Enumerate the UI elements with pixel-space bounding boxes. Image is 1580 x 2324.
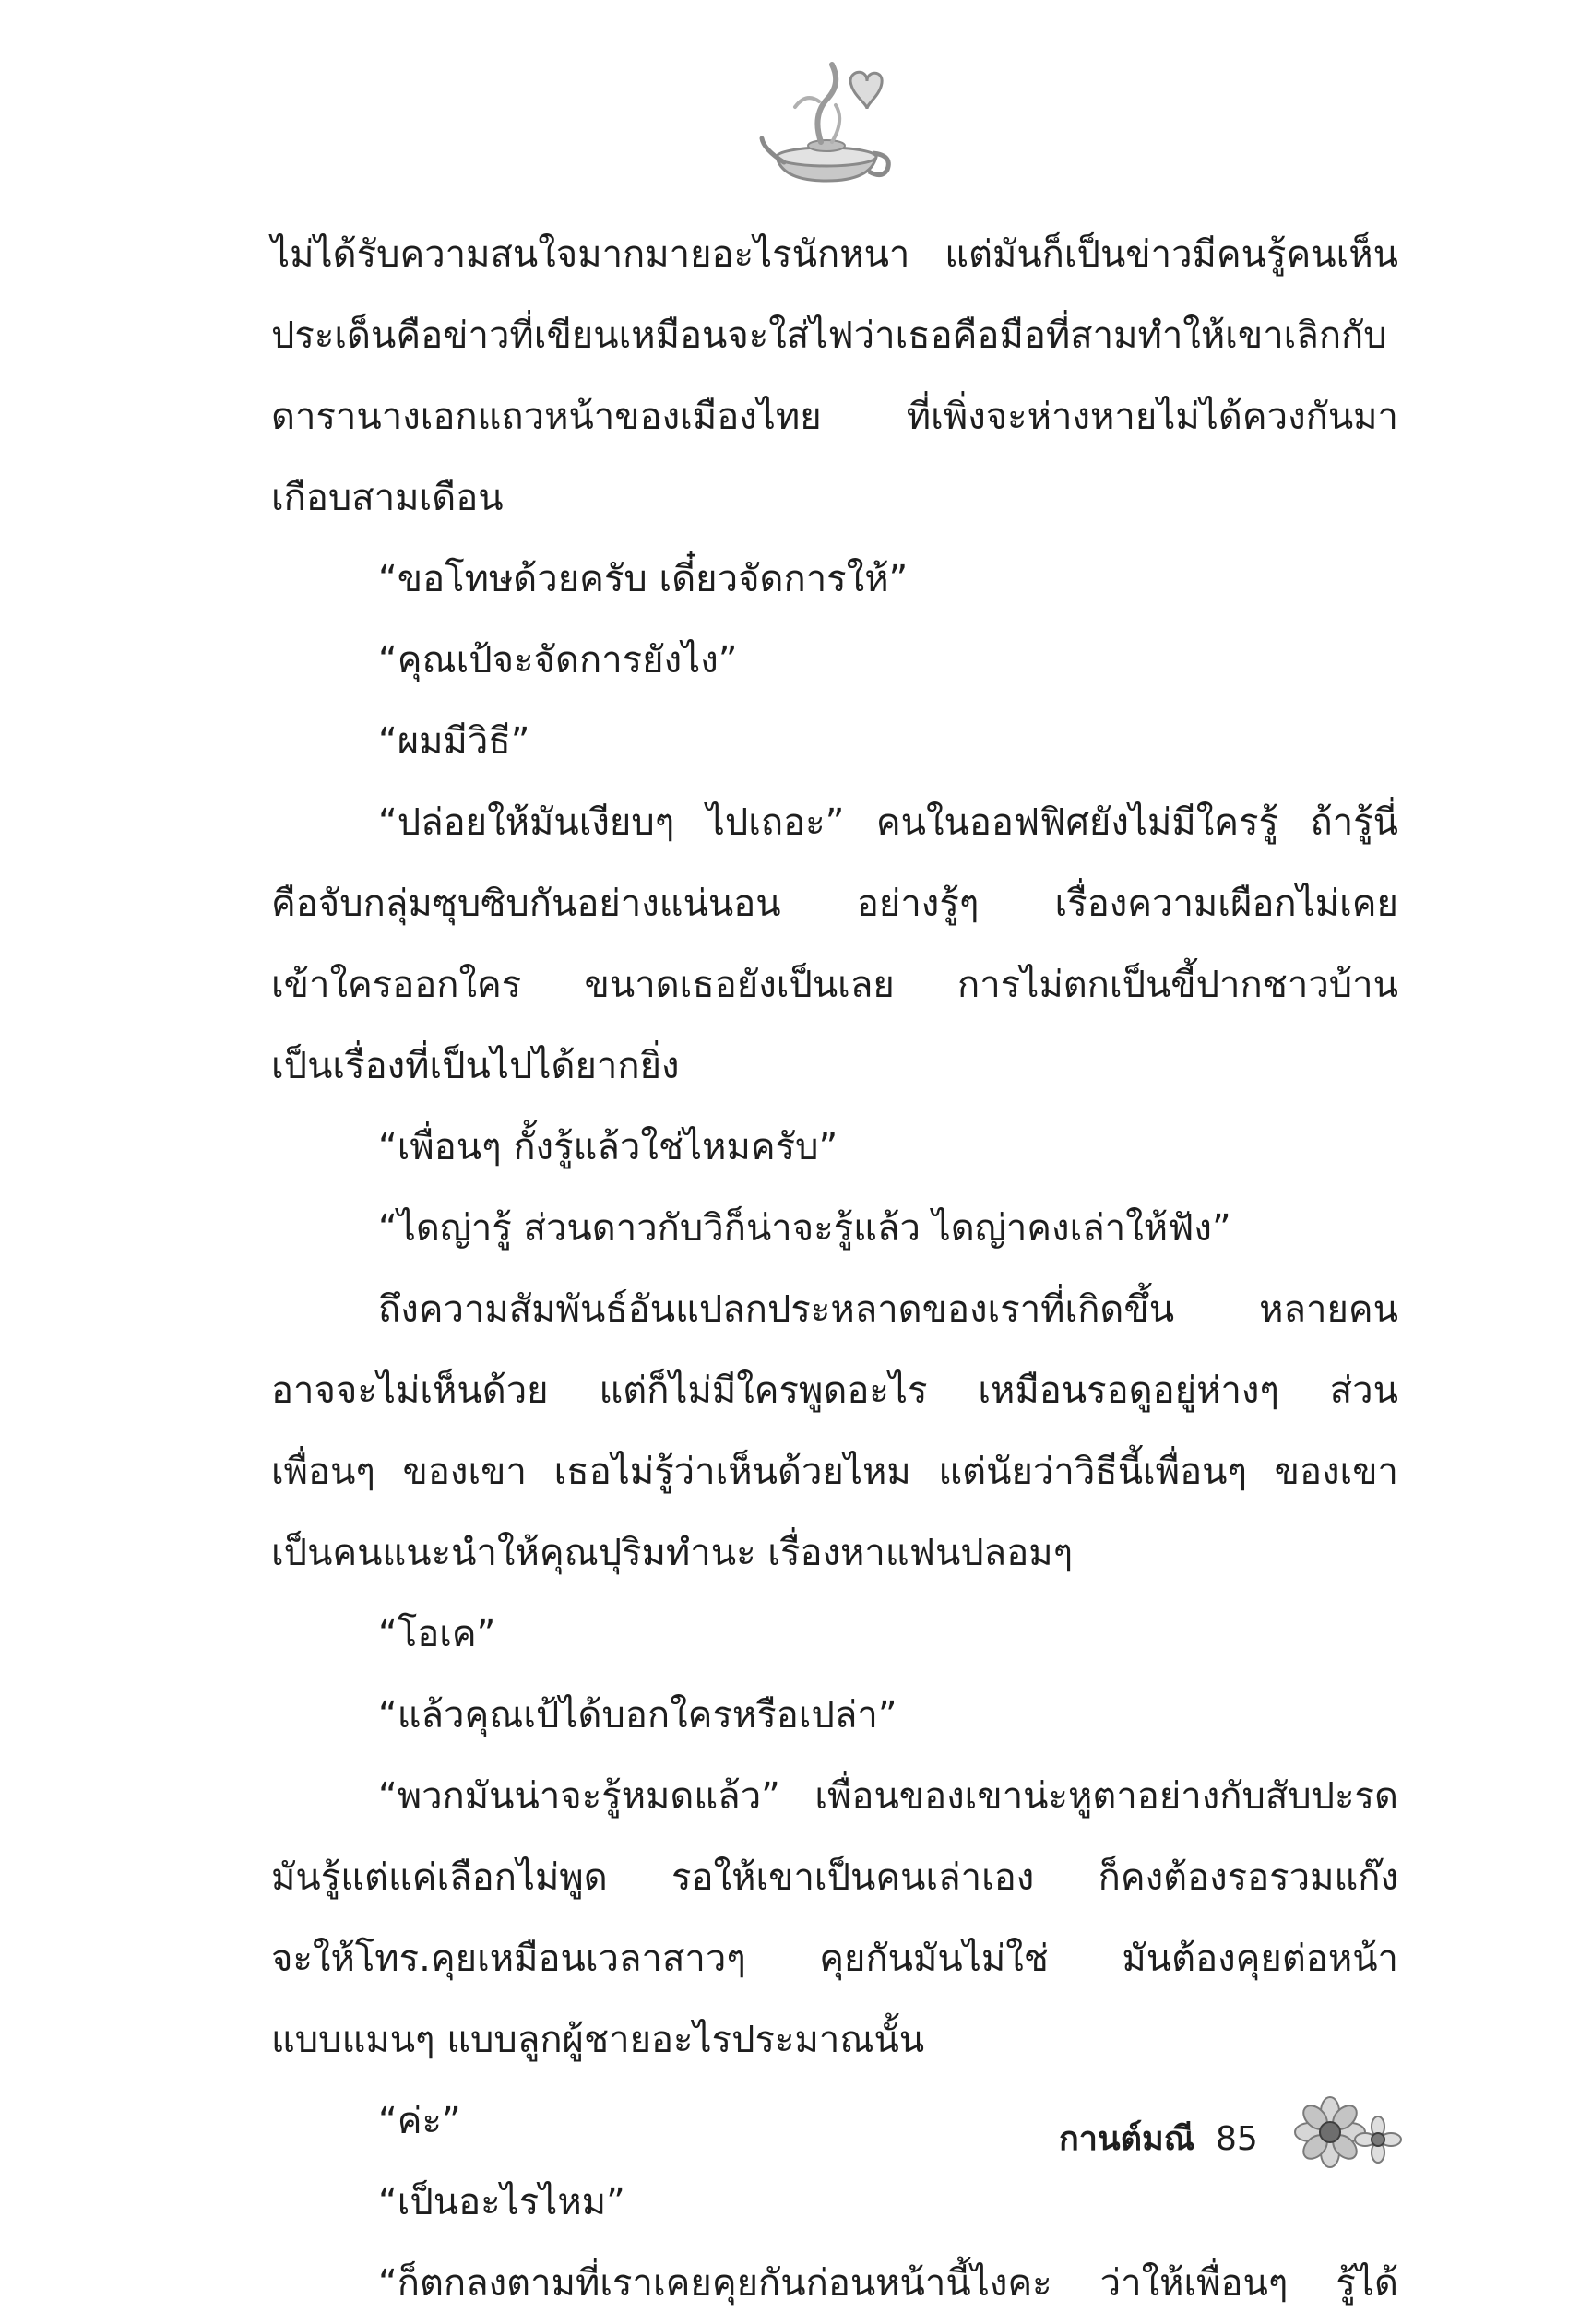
paragraph-line: “ปล่อยให้มันเงียบๆ ไปเถอะ” คนในออฟฟิศยังไม่มีใครรู้ ถ้ารู้นี่ [378, 801, 1398, 844]
paragraph-line: ดารานางเอกแถวหน้าของเมืองไทย ที่เพิ่งจะห่างหายไม่ได้ควงกันมา [271, 396, 1398, 438]
dialogue-line: “โอเค” [378, 1613, 496, 1655]
dialogue-line: “เป็นอะไรไหม” [378, 2181, 625, 2223]
flower-ornament-icon [1291, 2095, 1402, 2169]
paragraph-line: คือจับกลุ่มซุบซิบกันอย่างแน่นอน อย่างรู้ๆ เรื่องความเผือกไม่เคย [271, 883, 1398, 925]
dialogue-line: “ผมมีวิธี” [378, 720, 530, 763]
paragraph-line: เพื่อนๆ ของเขา เธอไม่รู้ว่าเห็นด้วยไหม แต่นัยว่าวิธีนี้เพื่อนๆ ของเขา [271, 1451, 1398, 1493]
paragraph-line: “พวกมันน่าจะรู้หมดแล้ว” เพื่อนของเขาน่ะหูตาอย่างกับสับปะรด [378, 1775, 1398, 1818]
dialogue-line: “คุณเป้จะจัดการยังไง” [378, 639, 738, 682]
dialogue-line: “ไดญ่ารู้ ส่วนดาวกับวิก็น่าจะรู้แล้ว ไดญ่าคงเล่าให้ฟัง” [378, 1207, 1231, 1250]
paragraph-line: จะให้โทร.คุยเหมือนเวลาสาวๆ คุยกันมันไม่ใช่ มันต้องคุยต่อหน้า [271, 1938, 1398, 1980]
paragraph-line: ถึงความสัมพันธ์อันแปลกประหลาดของเราที่เกิดขึ้น หลายคน [378, 1288, 1398, 1331]
dialogue-line: “ค่ะ” [378, 2100, 461, 2142]
dialogue-line: “เพื่อนๆ กั้งรู้แล้วใช่ไหมครับ” [378, 1126, 838, 1168]
page-number: 85 [1216, 2120, 1258, 2158]
paragraph-line: “ก็ตกลงตามที่เราเคยคุยกันก่อนหน้านี้ไงคะ ว่าให้เพื่อนๆ รู้ได้ [378, 2262, 1398, 2305]
dialogue-line: “ขอโทษด้วยครับ เดี๋ยวจัดการให้” [378, 558, 909, 600]
teapot-ornament-icon [758, 53, 895, 190]
dialogue-line: “แล้วคุณเป้ได้บอกใครหรือเปล่า” [378, 1694, 897, 1737]
paragraph-line: เกือบสามเดือน [271, 477, 504, 519]
running-footer-title: กานต์มณี [1059, 2120, 1195, 2158]
paragraph-line: ไม่ได้รับความสนใจมากมายอะไรนักหนา แต่มันก็เป็นข่าวมีคนรู้คนเห็น [271, 233, 1398, 276]
paragraph-line: มันรู้แต่แค่เลือกไม่พูด รอให้เขาเป็นคนเล่าเอง ก็คงต้องรอรวมแก๊ง [271, 1856, 1398, 1899]
paragraph-line: ประเด็นคือข่าวที่เขียนเหมือนจะใส่ไฟว่าเธอคือมือที่สามทำให้เขาเลิกกับ [271, 314, 1387, 357]
paragraph-line: เข้าใครออกใคร ขนาดเธอยังเป็นเลย การไม่ตกเป็นขี้ปากชาวบ้าน [271, 964, 1398, 1006]
body-text [271, 214, 1398, 2324]
paragraph-line: เป็นคนแนะนำให้คุณปุริมทำนะ เรื่องหาแฟนปลอมๆ [271, 1532, 1074, 1574]
paragraph-line: เป็นเรื่องที่เป็นไปได้ยากยิ่ง [271, 1045, 680, 1087]
paragraph-line: แบบแมนๆ แบบลูกผู้ชายอะไรประมาณนั้น [271, 2019, 925, 2061]
paragraph-line: อาจจะไม่เห็นด้วย แต่ก็ไม่มีใครพูดอะไร เหมือนรอดูอยู่ห่างๆ ส่วน [271, 1370, 1398, 1412]
